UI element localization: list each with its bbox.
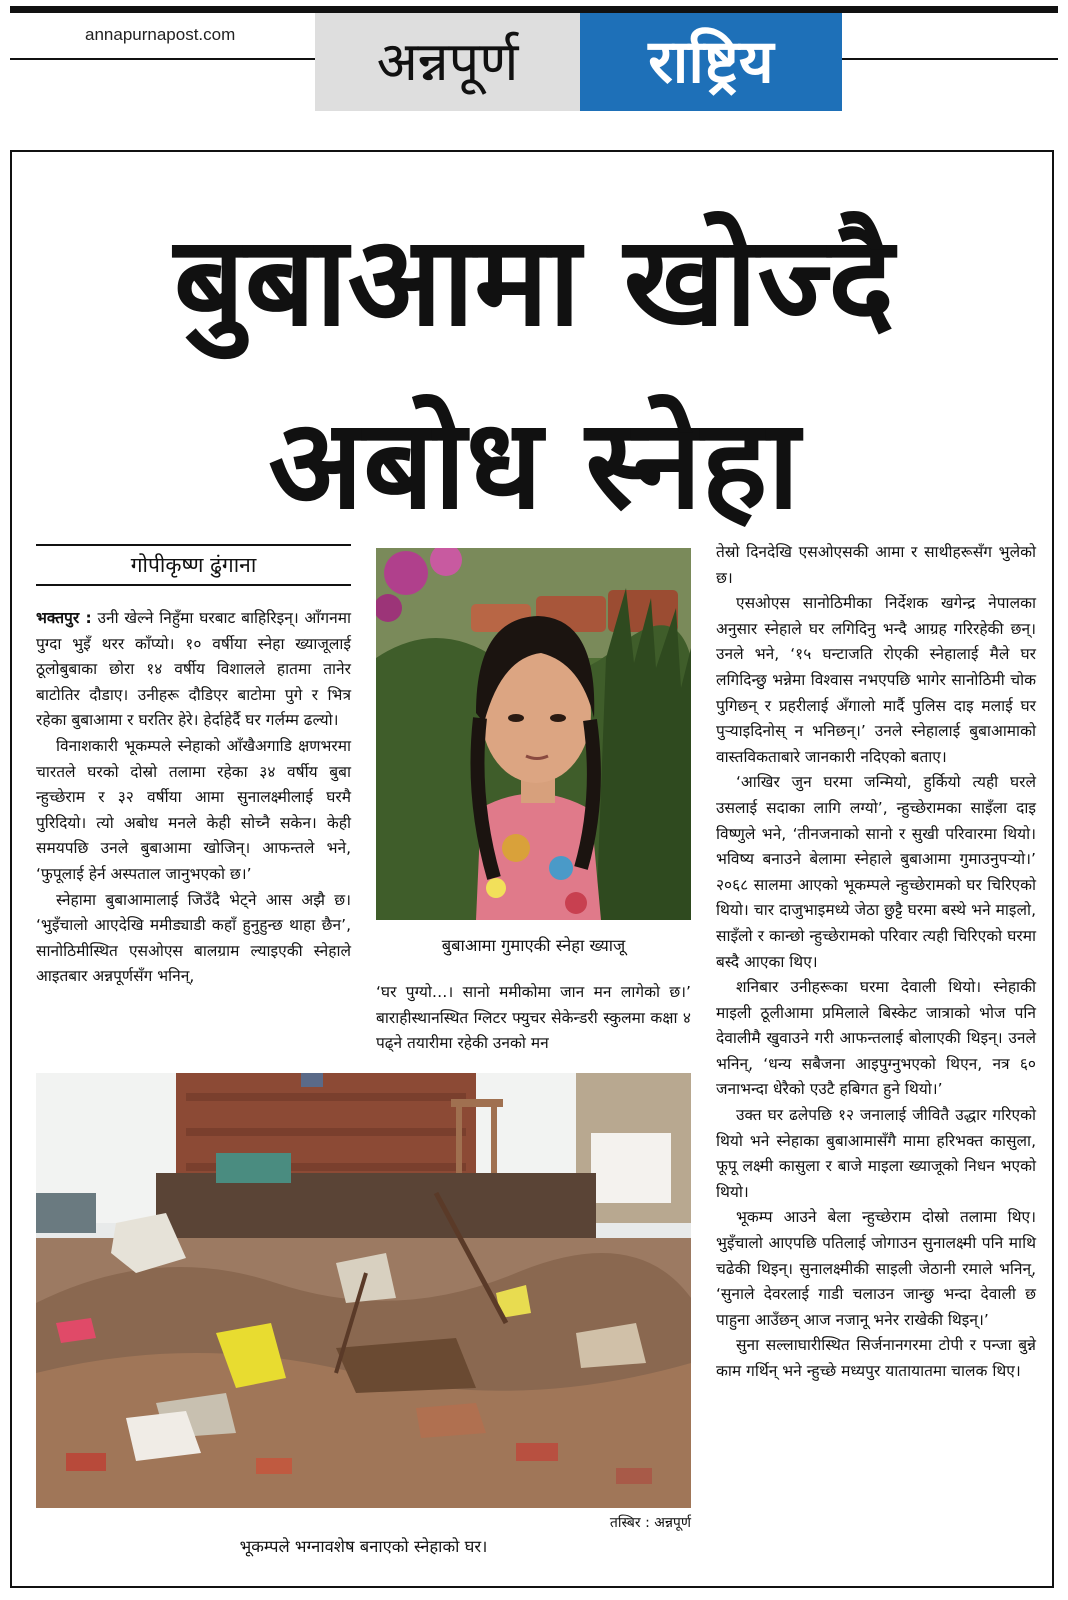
- rubble-photo: [36, 1073, 691, 1508]
- section-label: राष्ट्रिय: [580, 13, 842, 111]
- article-column-3: [716, 540, 1036, 1385]
- paragraph: शनिबार उनीहरूका घरमा देवाली थियो। स्नेहाकी माइली ठूलीआमा प्रमिलाले बिस्केट जात्राको भोज पनि देवालीमै खुवाउने गरी आफन्तलाई बोलाएकी थिइन्। उनले भनिन्, ‘धन्य सबैजना आइपुग्नुभएको थिएन, नत्र ६० जनाभन्दा धेरैको एउटै हबिगत हुने थियो।’: [716, 978, 1036, 1099]
- paragraph: उक्त घर ढलेपछि १२ जनालाई जीवितै उद्धार गरिएको थियो भने स्नेहाका बुबाआमासँगै मामा हरिभक्त कासुला, फूपू लक्ष्मी कासुला र बाजे माइला ख्याजूको निधन भएको थियो।: [716, 1106, 1036, 1201]
- paragraph: भूकम्प आउने बेला न्हुच्छेराम दोस्रो तलामा थिए। भुइँचालो आएपछि पतिलाई जोगाउन सुनालक्ष्मी पनि माथि चढेकी थिइन्। सुनालक्ष्मीकी साइली जेठानी रमाले भनिन्, ‘सुनाले देवरलाई गाडी चलाउन जान्छु भन्दा देवाली छ पाहुना आउँछन् आज नजानू भनेर राखेकी थिइन्।’: [716, 1208, 1036, 1329]
- paragraph: तेस्रो दिनदेखि एसओएसकी आमा र साथीहरूसँग भुलेको छ।: [716, 543, 1036, 587]
- headline-line-2: अबोध स्नेहा: [268, 393, 800, 537]
- byline-rule-top: [36, 544, 351, 546]
- masthead-rule-right: [840, 58, 1058, 60]
- child-photo-caption: बुबाआमा गुमाएकी स्नेहा ख्याजू: [441, 936, 626, 955]
- paragraph-text: उनी खेल्ने निहुँमा घरबाट बाहिरिइन्। आँगनमा पुग्दा भुइँ थरर काँप्यो। १० वर्षीया स्नेहा ख्याजूलाई ठूलोबुबाका छोरा १४ वर्षीय विशालले हातमा तानेर बाटोतिर दौडाए। उनीहरू दौडिएर बाटोमा पुगे र भित्र रहेका बुबाआमा र घरतिर हेरे। हेर्दाहेर्दै घर गर्लम्म ढल्यो।: [36, 609, 351, 730]
- top-rule: [10, 6, 1058, 13]
- child-photo-illustration: [376, 548, 691, 920]
- site-url: annapurnapost.com: [85, 25, 236, 44]
- article-column-2: [376, 980, 691, 1057]
- rubble-photo-illustration: [36, 1073, 691, 1508]
- paragraph: एसओएस सानोठिमीका निर्देशक खगेन्द्र नेपालका अनुसार स्नेहाले घर लगिदिनु भन्दै आग्रह गरिरहेकी छन्। उनले भने, ‘१५ घन्टाजति रोएकी स्नेहालाई मैले घर लगिदिन्छु भन्नेमा विश्वास नभएपछि भागेर सानोठिमी चोक पुगिछन् र प्रहरीलाई अँगालो मार्दै पुलिस दाइ मलाई घर पुर्‍याइदिनोस् न भनिछन्।’ उनले स्नेहालाई बुबाआमाको वास्तविकताबारे जानकारी नदिएको बताए।: [716, 594, 1036, 766]
- dateline: भक्तपुर :: [36, 609, 92, 627]
- paragraph: सुना सल्लाघारीस्थित सिर्जनानगरमा टोपी र पन्जा बुन्ने काम गर्थिन् भने न्हुच्छे मध्यपुर यातायातमा चालक थिए।: [716, 1336, 1036, 1380]
- paragraph: स्नेहामा बुबाआमालाई जिउँदै भेट्ने आस अझै छ। ‘भुइँचालो आएदेखि ममीड्याडी कहाँ हुनुहुन्छ थाहा छैन’, सानोठिमीस्थित एसओएस बालग्राम ल्याइएकी स्नेहाले आइतबार अन्नपूर्णसँग भनिन्,: [36, 890, 351, 986]
- paragraph: ‘घर पुग्यो…। सानो ममीकोमा जान मन लागेको छ।’ बाराहीस्थानस्थित ग्लिटर फ्युचर सेकेन्डरी स्कुलमा कक्षा ४ पढ्ने तयारीमा रहेकी उनको मन: [376, 983, 691, 1053]
- child-photo: [376, 548, 691, 920]
- byline-rule-bottom: [36, 584, 351, 586]
- paragraph: [36, 606, 351, 734]
- photo-credit: तस्बिर : अन्नपूर्ण: [609, 1515, 691, 1531]
- article-column-1: [36, 606, 351, 990]
- masthead-rule-left: [10, 58, 315, 60]
- paragraph: ‘आखिर जुन घरमा जन्मियो, हुर्कियो त्यही घरले उसलाई सदाका लागि लग्यो’, न्हुच्छेरामका साइँला दाइ विष्णुले भने, ‘तीनजनाको सानो र सुखी परिवारमा थियो। भविष्य बनाउने बेलामा स्नेहाले बुबाआमा गुमाउनुपर्‍यो।’ २०६८ सालमा आएको भूकम्पले न्हुच्छेरामको घर चिरिएको थियो। चार दाजुभाइमध्ये जेठा छुट्टै घरमा बस्थे भने माइलो, साइँलो र कान्छो न्हुच्छेरामको परिवार त्यही चिरिएको घरमा बस्दै आएका थिए।: [716, 773, 1036, 971]
- byline: गोपीकृष्ण ढुंगाना: [130, 553, 257, 577]
- paragraph: विनाशकारी भूकम्पले स्नेहाको आँखैअगाडि क्षणभरमा चारतले घरको दोस्रो तलामा रहेका ३४ वर्षीय बुबा न्हुच्छेराम र ३२ वर्षीया आमा सुनालक्ष्मीलाई घरमै पुरिदियो। त्यो अबोध मनले केही सोच्नै सकेन। केही समयपछि उनले बुबाआमा खोजिन्। आफन्तले भने, ‘फुपूलाई हेर्न अस्पताल जानुभएको छ।’: [36, 736, 351, 883]
- newspaper-name: अन्नपूर्ण: [315, 13, 580, 111]
- rubble-photo-caption: भूकम्पले भग्नावशेष बनाएको स्नेहाको घर।: [239, 1537, 488, 1556]
- headline-line-1: बुबाआमा खोज्दै: [173, 210, 895, 354]
